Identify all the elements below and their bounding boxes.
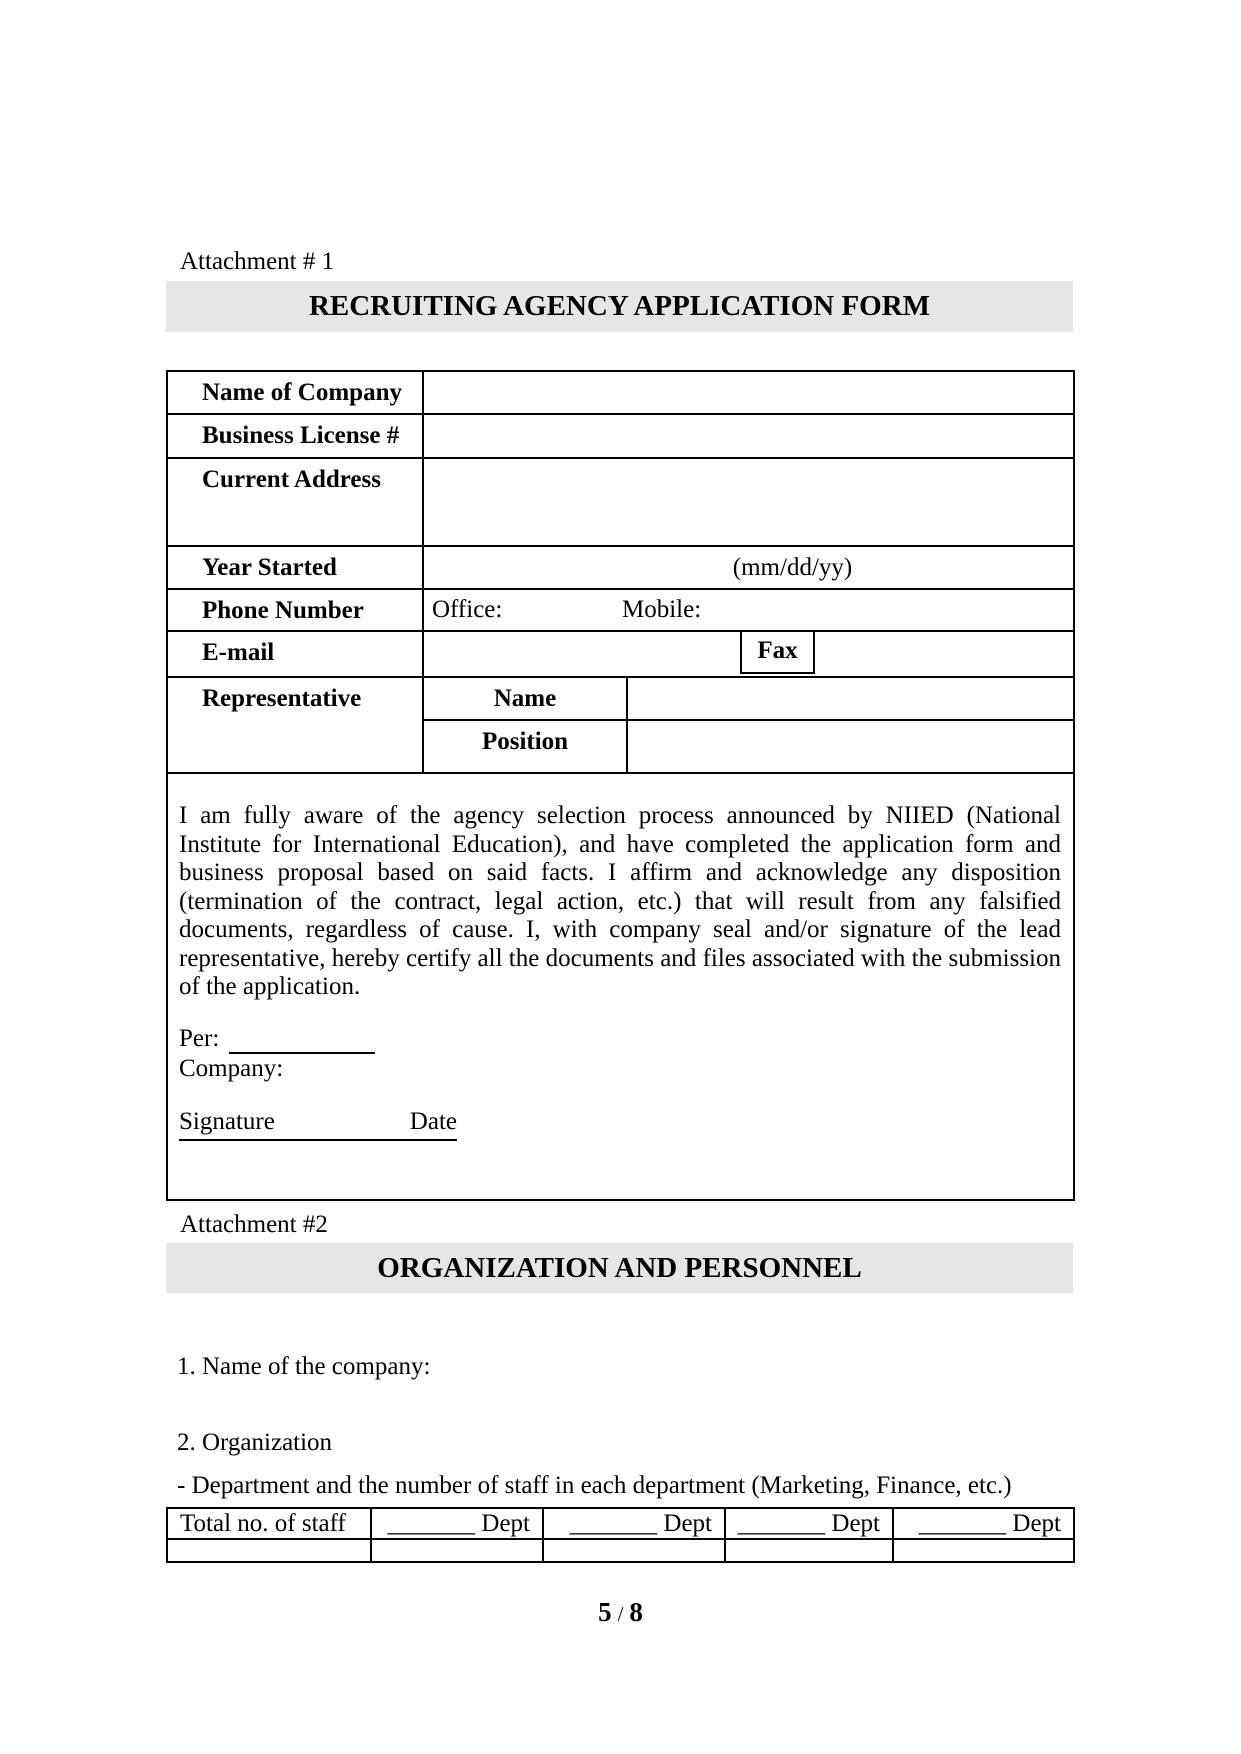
current-address-field[interactable] xyxy=(423,458,1074,546)
staff-dept-header-cell[interactable]: _______ Dept xyxy=(543,1508,725,1539)
phone-number-label: Phone Number xyxy=(167,589,423,631)
row-email-fax xyxy=(167,631,1074,677)
declaration-line: documents, regardless of cause. I, with company seal and/or signature of the lead xyxy=(179,916,1061,943)
declaration-line: I am fully aware of the agency selection process announced by NIIED (National xyxy=(179,802,1061,829)
staff-header-row xyxy=(167,1508,1074,1539)
company-name-question: 1. Name of the company: xyxy=(177,1353,431,1380)
row-year-started xyxy=(167,546,1074,589)
staff-dept-header-cell[interactable]: _______ Dept xyxy=(371,1508,543,1539)
staff-empty-cell[interactable] xyxy=(725,1539,893,1562)
per-blank-line[interactable] xyxy=(229,1028,375,1054)
declaration-paragraph xyxy=(179,802,1061,1002)
mobile-label: Mobile: xyxy=(622,596,702,623)
staff-dept-header-cell[interactable]: _______ Dept xyxy=(893,1508,1074,1539)
section2-title: ORGANIZATION AND PERSONNEL xyxy=(377,1251,862,1284)
row-declaration xyxy=(167,773,1074,1200)
row-phone-number xyxy=(167,589,1074,631)
staff-empty-cell[interactable] xyxy=(371,1539,543,1562)
business-license-label: Business License # xyxy=(167,414,423,458)
phone-number-field[interactable] xyxy=(423,589,1074,631)
row-name-of-company xyxy=(167,371,1074,414)
staff-dept-header-cell[interactable]: _______ Dept xyxy=(725,1508,893,1539)
attachment2-label: Attachment #2 xyxy=(180,1211,328,1238)
row-representative-name xyxy=(167,677,1074,720)
signature-date-line[interactable] xyxy=(179,1108,457,1141)
section1-title-bar xyxy=(166,281,1073,332)
declaration-line: business proposal based on said facts. I affirm and acknowledge any disposition xyxy=(179,859,1061,886)
section2-title-bar xyxy=(166,1243,1073,1293)
page-current: 5 xyxy=(598,1597,612,1627)
declaration-line: Institute for International Education), and have completed the application form and xyxy=(179,830,1061,858)
row-business-license xyxy=(167,414,1074,458)
application-form-table xyxy=(166,370,1075,1201)
total-staff-label: Total no. of staff xyxy=(167,1508,371,1539)
per-line xyxy=(179,1024,1061,1054)
office-label: Office: xyxy=(432,596,503,623)
staff-empty-cell[interactable] xyxy=(167,1539,371,1562)
email-label: E-mail xyxy=(167,631,423,677)
rep-position-field[interactable] xyxy=(627,720,1074,773)
declaration-line: representative, hereby certify all the documents and files associated with the submission xyxy=(179,944,1061,972)
rep-position-label: Position xyxy=(423,720,627,773)
section1-title: RECRUITING AGENCY APPLICATION FORM xyxy=(308,290,931,322)
name-of-company-field[interactable] xyxy=(423,371,1074,414)
date-label: Date xyxy=(409,1107,457,1135)
fax-box[interactable] xyxy=(740,632,815,674)
declaration-cell xyxy=(167,773,1074,1200)
year-started-field[interactable] xyxy=(423,546,1074,589)
page-separator: / xyxy=(617,1602,624,1626)
per-label: Per: xyxy=(179,1024,220,1052)
declaration-line: (termination of the contract, legal action, etc.) that will result from any falsified xyxy=(179,887,1061,915)
company-label: Company: xyxy=(179,1054,284,1082)
row-current-address xyxy=(167,458,1074,546)
fax-label: Fax xyxy=(757,637,798,664)
staff-table xyxy=(166,1507,1075,1563)
email-field[interactable] xyxy=(423,631,1074,677)
year-started-label: Year Started xyxy=(167,546,423,589)
attachment1-label: Attachment # 1 xyxy=(180,248,335,275)
rep-name-label: Name xyxy=(423,677,627,720)
page-number xyxy=(0,1597,1241,1628)
declaration-line: of the application. xyxy=(179,973,361,1000)
name-of-company-label: Name of Company xyxy=(167,371,423,414)
page-total: 8 xyxy=(629,1597,643,1627)
signature-label: Signature xyxy=(179,1107,275,1135)
representative-label: Representative xyxy=(167,677,423,773)
current-address-label: Current Address xyxy=(167,458,423,546)
staff-empty-cell[interactable] xyxy=(893,1539,1074,1562)
business-license-field[interactable] xyxy=(423,414,1074,458)
year-started-format-hint: (mm/dd/yy) xyxy=(732,554,853,581)
staff-empty-row xyxy=(167,1539,1074,1562)
department-note: - Department and the number of staff in each department (Marketing, Finance, etc.) xyxy=(177,1472,1012,1499)
staff-empty-cell[interactable] xyxy=(543,1539,725,1562)
rep-name-field[interactable] xyxy=(627,677,1074,720)
organization-question: 2. Organization xyxy=(177,1429,333,1456)
